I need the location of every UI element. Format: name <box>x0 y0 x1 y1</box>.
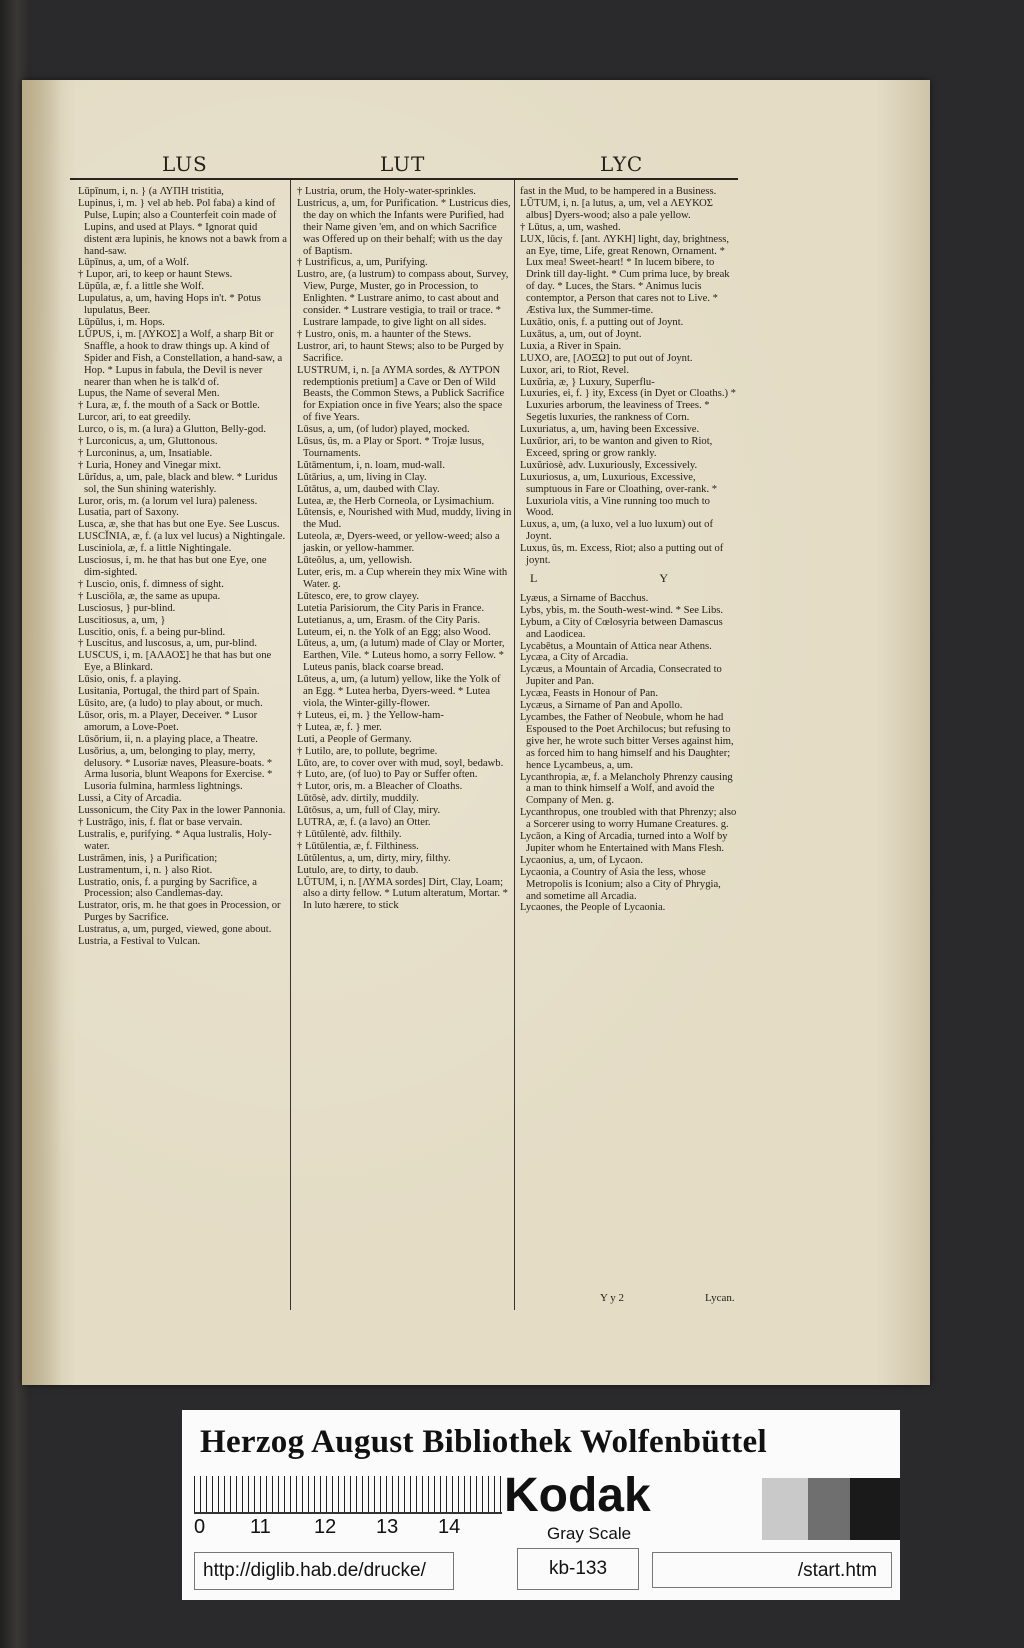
dictionary-entry: † Luteus, ei, m. } the Yellow-ham- <box>297 709 444 721</box>
dictionary-entry: Luti, a People of Germany. <box>297 733 412 745</box>
dictionary-entry: † Lūtŭlentia, æ, f. Filthiness. <box>297 840 419 852</box>
dictionary-entry: † Lupor, ari, to keep or haunt Stews. <box>78 269 233 281</box>
dictionary-entry: † Luto, are, (of luo) to Pay or Suffer often. <box>297 769 478 781</box>
dictionary-entry: † Lura, æ, f. the mouth of a Sack or Bottle. <box>78 400 260 412</box>
dictionary-entry: Lustralis, e, purifying. * Aqua lustralis, Holy-water. <box>78 828 272 852</box>
dictionary-entry: LŬTUM, i, n. [ΛΥΜΑ sordes] Dirt, Clay, Loam; also a dirty fellow. * Lutum alteratum, Mortar. * In luto hærere, to stick <box>297 876 508 912</box>
signature-mark: Y y 2 <box>600 1292 625 1304</box>
dictionary-entry: Lūsōrium, ii, n. a playing place, a Theatre. <box>78 733 258 745</box>
dictionary-entry: Lycanthropus, one troubled with that Phrenzy; also a Sorcerer using to worry Humane Creatures. g. <box>520 807 737 831</box>
dictionary-entry: Lycæa, a City of Arcadia. <box>520 652 629 664</box>
dictionary-entry: Lūsito, are, (a ludo) to play about, or much. <box>78 697 263 709</box>
dictionary-entry: Lycaonia, a Country of Asia the less, whose Metropolis is Iconium; also a City of Phrygia, and sometime all Arcadia. <box>520 866 721 902</box>
column-rule <box>514 180 515 1310</box>
dictionary-entry: Lyæus, a Sirname of Bacchus. <box>520 592 649 604</box>
scale-ruler <box>194 1476 502 1514</box>
dictionary-entry: Lurco, o is, m. (a lura) a Glutton, Belly-god. <box>78 424 266 436</box>
dictionary-entry: Lutea, æ, the Herb Corneola, or Lysimachium. <box>297 495 495 507</box>
dictionary-entry: Luxātus, a, um, out of Joynt. <box>520 328 642 340</box>
dictionary-entry: Lycāon, a King of Arcadia, turned into a Wolf by Jupiter whom he Entertained with Mans Flesh. <box>520 831 728 854</box>
dictionary-entry: Lupinus, i, m. } vel ab heb. Pol faba) a kind of Pulse, Lupin; also a Counterfeit coin made of Lupins, and used at Plays. * Ignorat quid distent æra lupinis, he knows not a bawk from a hand-saw. <box>78 197 288 257</box>
dictionary-entry: Lycæus, a Mountain of Arcadia, Consecrated to Jupiter and Pan. <box>520 664 722 688</box>
dictionary-entry: Lustratio, onis, f. a purging by Sacrifice, a Procession; also Candlemas-day. <box>78 876 257 900</box>
dictionary-entry: LUSCĬNIA, æ, f. (a lux vel lucus) a Nightingale. <box>78 531 286 543</box>
dictionary-entry: Lusciosus, } pur-blind. <box>78 602 176 614</box>
dictionary-entry: Lusciosus, i, m. he that has but one Eye, one dim-sighted. <box>78 555 267 578</box>
dictionary-entry: † Lutor, oris, m. a Bleacher of Cloaths. <box>297 781 463 793</box>
dictionary-entry: Luxātio, onis, f. a putting out of Joynt. <box>520 316 684 328</box>
dictionary-entry: Lūpīnum, i, n. } (a ΛΥΠΗ tristitia, <box>78 186 224 197</box>
dictionary-entry: Lustramentum, i, n. } also Riot. <box>78 864 213 876</box>
ruler-numbers <box>194 1516 502 1540</box>
dictionary-entry: † Lūtŭlentè, adv. filthily. <box>297 828 402 840</box>
page-gutter-shadow <box>22 80 62 1385</box>
gray-patch-dark <box>850 1478 900 1540</box>
dictionary-entry: LUTRA, æ, f. (a lavo) an Otter. <box>297 817 431 829</box>
dictionary-entry: Lycaones, the People of Lycaonia. <box>520 902 666 914</box>
dictionary-entry: fast in the Mud, to be hampered in a Business. <box>520 186 717 197</box>
dictionary-entry: Lycanthropia, æ, f. a Melancholy Phrenzy causing a man to think himself a Wolf, and avoid the Company of Men. g. <box>520 771 733 807</box>
dictionary-entry: † Lustrāgo, inis, f. flat or base vervain. <box>78 817 243 829</box>
dictionary-entry: Luxus, a, um, (a luxo, vel a luo luxum) out of Joynt. <box>520 519 714 543</box>
dictionary-entry: Lutetianus, a, um, Erasm. of the City Paris. <box>297 614 481 626</box>
dictionary-entry: Luscitiosus, a, um, } <box>78 614 166 626</box>
dictionary-entry: Luter, eris, m. a Cup wherein they mix Wine with Water. g. <box>297 567 508 590</box>
dictionary-entry: Lybs, ybis, m. the South-west-wind. * See Libs. <box>520 604 724 616</box>
shelfmark-box: kb-133 <box>517 1548 639 1590</box>
dictionary-entry: † Lutea, æ, f. } mer. <box>297 721 382 733</box>
dictionary-entry: † Lustro, onis, m. a haunter of the Stews. <box>297 328 472 340</box>
dictionary-entry: Lūteus, a, um, (a lutum) yellow, like the Yolk of an Egg. * Lutea herba, Dyers-weed. * Lutea viola, the Winter-gilly-flower. <box>297 674 501 709</box>
dictionary-column-1 <box>78 186 288 948</box>
dictionary-entry: Luxus, ûs, m. Excess, Riot; also a putting out of joynt. <box>520 543 724 567</box>
dictionary-entry: Lupus, the Name of several Men. <box>78 388 220 400</box>
dictionary-entry: Lūsio, onis, f. a playing. <box>78 674 181 686</box>
dictionary-entry: Lūpŭlus, i, m. Hops. <box>78 316 165 328</box>
dictionary-entry: LUXO, are, [ΛΟΞΩ] to put out of Joynt. <box>520 352 693 364</box>
dictionary-entry: Luxŭria, æ, } Luxury, Superflu- <box>520 376 655 388</box>
dictionary-entry: Lustro, are, (a lustrum) to compass about, Survey, View, Purge, Muster, go in Procession, to Enlighten. * Lustrare animo, to cast about and consider. * Lustrare vestigia, to trail or trace. * Lustrare lampade, to give light on all sides. <box>297 269 509 328</box>
dictionary-entry: Lŭtāmentum, i, n. loam, mud-wall. <box>297 459 445 471</box>
dictionary-entry: Lycæus, a Sirname of Pan and Apollo. <box>520 700 683 712</box>
dictionary-entry: Luxŭrior, ari, to be wanton and given to Riot, Exceed, spring or grow rankly. <box>520 436 713 459</box>
dictionary-entry: Lŭtārius, a, um, living in Clay. <box>297 471 427 483</box>
dictionary-entry: LUSTRUM, i, n. [a ΛΥΜΑ sordes, & ΛΥΤΡΟΝ redemptionis pretium] a Cave or Den of Wild Beasts, the Common Stews, a Publick Sacrifice for Expiation once in five Years; also the space of five Years. <box>297 364 505 424</box>
dictionary-entry: Lustror, ari, to haunt Stews; also to be Purged by Sacrifice. <box>297 340 504 364</box>
ruler-number: 0 <box>194 1516 206 1538</box>
dictionary-entry: Lūto, are, to cover over with mud, soyl, bedawb. <box>297 757 504 769</box>
dictionary-entry: Lybum, a City of Cœlosyria between Damascus and Laodicea. <box>520 616 723 640</box>
dictionary-entry: Lūtōsè, adv. dirtily, muddily. <box>297 793 419 805</box>
dictionary-entry: Lupulatus, a, um, having Hops in't. * Potus lupulatus, Beer. <box>78 293 261 317</box>
dictionary-entry: † Lurconicus, a, um, Gluttonous. <box>78 436 218 448</box>
dictionary-entry: Lūsus, a, um, (of ludor) played, mocked. <box>297 424 470 436</box>
dictionary-entry: Lŭtensis, e, Nourished with Mud, muddy, living in the Mud. <box>297 507 512 531</box>
dictionary-entry: † Lutilo, are, to pollute, begrime. <box>297 745 438 757</box>
dictionary-entry: Lūteŏlus, a, um, yellowish. <box>297 555 413 567</box>
dictionary-entry: Lŭtātus, a, um, daubed with Clay. <box>297 483 440 495</box>
url-start-box: http://diglib.hab.de/drucke/ <box>194 1552 454 1590</box>
dictionary-entry: Luscitio, onis, f. a being pur-blind. <box>78 626 226 638</box>
url-end-box: /start.htm <box>652 1552 892 1588</box>
dictionary-entry: Lusitania, Portugal, the third part of Spain. <box>78 686 260 698</box>
ruler-number: 12 <box>314 1516 337 1538</box>
dictionary-entry: Lūtōsus, a, um, full of Clay, miry. <box>297 805 441 817</box>
ruler-number: 13 <box>376 1516 399 1538</box>
dictionary-entry: Lūrĭdus, a, um, pale, black and blew. * Luridus sol, the Sun shining waterishly. <box>78 471 278 495</box>
running-head <box>70 152 738 180</box>
dictionary-entry: † Lustria, orum, the Holy-water-sprinkles. <box>297 186 476 197</box>
dictionary-entry: Lusca, æ, she that has but one Eye. See Luscus. <box>78 519 280 531</box>
catchword: Lycan. <box>705 1292 735 1304</box>
dictionary-entry: Lutulo, are, to dirty, to daub. <box>297 864 419 876</box>
color-target-card <box>182 1410 900 1600</box>
dictionary-column-2 <box>297 186 512 912</box>
dictionary-entry: LUSCUS, i, m. [ΑΛΑΟΣ] he that has but one Eye, a Blinkard. <box>78 650 272 674</box>
dictionary-entry: Luteum, ei, n. the Yolk of an Egg; also Wood. <box>297 626 491 638</box>
dictionary-entry: † Lūtus, a, um, washed. <box>520 221 621 233</box>
dictionary-entry: Lurcor, ari, to eat greedily. <box>78 412 191 424</box>
dictionary-entry: Lūteus, a, um, (a lutum) made of Clay or Morter, Earthen, Vile. * Luteus homo, a sorry Fellow. * Luteus panis, black coarse bread. <box>297 638 505 674</box>
dictionary-entry: † Lusciōla, æ, the same as upupa. <box>78 590 221 602</box>
ruler-number: 14 <box>438 1516 461 1538</box>
dictionary-entry: Luxor, ari, to Riot, Revel. <box>520 364 630 376</box>
dictionary-entry: Luxŭriosè, adv. Luxuriously, Excessively. <box>520 459 698 471</box>
dictionary-entry: Lūpīnus, a, um, of a Wolf. <box>78 257 190 269</box>
running-head-right: LYC <box>600 152 644 176</box>
dictionary-entry: Luxuriatus, a, um, having been Excessive. <box>520 424 700 436</box>
dictionary-entry: LŪTUM, i, n. [a lutus, a, um, vel a ΛΕΥΚΟΣ albus] Dyers-wood; also a pale yellow. <box>520 197 713 221</box>
dictionary-entry: Lūsus, ûs, m. a Play or Sport. * Trojæ lusus, Tournaments. <box>297 436 485 459</box>
dictionary-entry: Lycabētus, a Mountain of Attica near Athens. <box>520 640 712 652</box>
section-heading: L Y <box>529 571 729 585</box>
dictionary-entry: Luxuries, ei, f. } ity, Excess (in Dyet or Cloaths.) * Luxuries arborum, the leaviness of Trees. * Segetis luxuries, the rankness of Corn. <box>520 388 736 424</box>
dictionary-entry: Lustricus, a, um, for Purification. * Lustricus dies, the day on which the Infants were Purified, had their Name given 'em, and on which Sacrifice was Offered up on their behalf; with us the day of Baptism. <box>297 197 511 257</box>
dictionary-entry: † Lurconinus, a, um, Insatiable. <box>78 447 213 459</box>
library-name: Herzog August Bibliothek Wolfenbüttel <box>200 1424 767 1460</box>
column-rule <box>290 180 291 1310</box>
gray-scale-label: Gray Scale <box>547 1524 632 1543</box>
dictionary-entry: † Luscitus, and luscosus, a, um, pur-blind. <box>78 638 257 650</box>
dictionary-entry: Lūsor, oris, m. a Player, Deceiver. * Lusor amorum, a Love-Poet. <box>78 709 258 733</box>
dictionary-entry: Lycæa, Feasts in Honour of Pan. <box>520 688 658 700</box>
dictionary-entry: Lustratus, a, um, purged, viewed, gone about. <box>78 924 272 936</box>
dictionary-entry: Lussi, a City of Arcadia. <box>78 793 182 805</box>
dictionary-entry: Lustrāmen, inis, } a Purification; <box>78 852 218 864</box>
dictionary-column-3 <box>520 186 738 914</box>
kodak-logo: Kodak <box>504 1469 651 1522</box>
dictionary-entry: † Lustrificus, a, um, Purifying. <box>297 257 428 269</box>
ruler-number: 11 <box>250 1516 271 1538</box>
dictionary-entry: Luteola, æ, Dyers-weed, or yellow-weed; also a jaskin, or yellow-hammer. <box>297 531 500 555</box>
dictionary-entry: Lusōrius, a, um, belonging to play, merry, delusory. * Lusoriæ naves, Pleasure-boats. * Arma lusoria, blunt Weapons for Exercise. * Lusoria fulmina, harmless lightnings. <box>78 745 273 793</box>
dictionary-entry: Luxia, a River in Spain. <box>520 340 622 352</box>
gray-patch-light <box>762 1478 808 1540</box>
dictionary-entry: Lūpŭla, æ, f. a little she Wolf. <box>78 281 205 293</box>
dictionary-entry: Lūtesco, ere, to grow clayey. <box>297 590 419 602</box>
dictionary-entry: Lūtŭlentus, a, um, dirty, miry, filthy. <box>297 852 451 864</box>
dictionary-entry: LUX, lūcis, f. [ant. ΛΥΚΗ] light, day, brightness, an Eye, time, Life, great Renown, Ornament. * Lux mea! Sweet-heart! * In lucem bibere, to Drink till day-light. * Cum prima luce, by break of day. * Luces, the Stars. * Animus lucis contemptor, a Person that cares not to Live. * Æstiva lux, the Summer-time. <box>520 233 730 317</box>
running-head-center: LUT <box>380 152 426 176</box>
dictionary-entry: Lutetia Parisiorum, the City Paris in France. <box>297 602 485 614</box>
gray-patch-mid <box>808 1478 850 1540</box>
dictionary-entry: Lustrator, oris, m. he that goes in Procession, or Purges by Sacrifice. <box>78 900 281 924</box>
dictionary-entry: Luxuriosus, a, um, Luxurious, Excessive, sumptuous in Fare or Cloathing, over-rank. * Luxuriola vitis, a Vine running too much to Wood. <box>520 471 718 519</box>
dictionary-entry: Lycaonius, a, um, of Lycaon. <box>520 854 643 866</box>
dictionary-entry: LŬPUS, i, m. [ΛΥΚΟΣ] a Wolf, a sharp Bit or Snaffle, a hook to draw things up. A kind of Spider and Fish, a Constellation, a hand-saw, a Hop. * Lupus in fabula, the Devil is never nearer than when he is talk'd of. <box>78 328 283 388</box>
dictionary-entry: Lusatia, part of Saxony. <box>78 507 179 519</box>
dictionary-entry: † Luria, Honey and Vinegar mixt. <box>78 459 222 471</box>
dictionary-entry: Lussonicum, the City Pax in the lower Pannonia. <box>78 805 286 817</box>
running-head-left: LUS <box>162 152 208 176</box>
dictionary-entry: Lustria, a Festival to Vulcan. <box>78 936 201 948</box>
dictionary-entry: † Luscio, onis, f. dimness of sight. <box>78 578 224 590</box>
dictionary-entry: Lusciniola, æ, f. a little Nightingale. <box>78 543 232 555</box>
dictionary-entry: Luror, oris, m. (a lorum vel lura) paleness. <box>78 495 258 507</box>
dictionary-entry: Lycambes, the Father of Neobule, whom he had Espoused to the Poet Archilocus; but refusing to give her, he wrote such bitter Verses against him, as forced him to hang himself and his Daughter; hence Lycambeus, a, um. <box>520 711 734 771</box>
